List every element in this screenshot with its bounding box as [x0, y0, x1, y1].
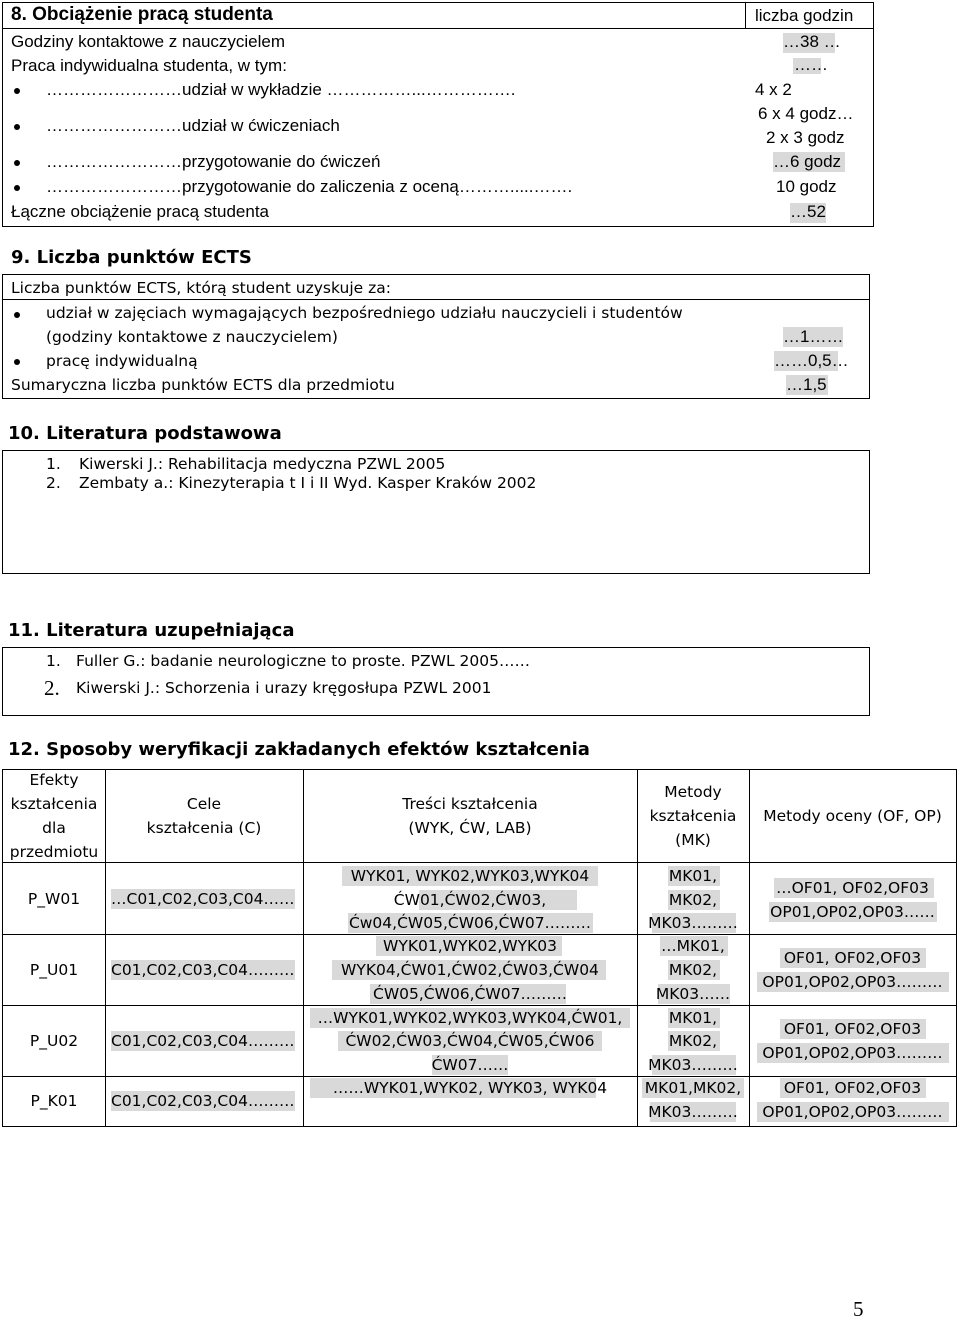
effect-code: P_U01 [29, 961, 79, 979]
exam-prep-value: 10 godz [776, 177, 837, 196]
ects-contact-label-1: udział w zajęciach wymagających bezpośredniego udziału nauczycieli i studentów [46, 304, 683, 322]
section-12-title: 12. Sposoby weryfikacji zakładanych efektów kształcenia [8, 739, 590, 760]
header-goals-line-2: kształcenia (C) [146, 819, 262, 837]
evaluation-line: …OF01, OF02,OF03 [776, 879, 929, 897]
method-line: MK03……… [648, 1056, 738, 1074]
total-workload-label: Łączne obciążenie pracą studenta [11, 202, 270, 221]
bullet-icon [14, 312, 20, 318]
evaluation-line: OP01,OP02,OP03…… [770, 903, 935, 921]
basic-lit-item: Kiwerski J.: Rehabilitacja medyczna PZWL 2005 [79, 455, 446, 473]
goals-codes: …C01,C02,C03,C04…… [111, 890, 295, 908]
lecture-participation-value: 4 x 2 [755, 80, 792, 99]
content-line: ĆW02,ĆW03,ĆW04,ĆW05,ĆW06 [345, 1032, 595, 1050]
ects-total-label: Sumaryczna liczba punktów ECTS dla przedmiotu [11, 376, 395, 394]
evaluation-line: OF01, OF02,OF03 [783, 949, 922, 967]
content-line: …WYK01,WYK02,WYK03,WYK04,ĆW01, [317, 1009, 623, 1027]
supp-lit-item: Kiwerski J.: Schorzenia i urazy kręgosłupa PZWL 2001 [76, 679, 492, 697]
evaluation-line: OP01,OP02,OP03……… [762, 1044, 943, 1062]
content-line: ĆW01,ĆW02,ĆW03, [393, 891, 547, 909]
content-line: WYK01,WYK02,WYK03 [383, 937, 557, 955]
basic-lit-number: 1. [46, 455, 61, 473]
contact-hours-label: Godziny kontaktowe z nauczycielem [11, 32, 286, 51]
content-line: WYK04,ĆW01,ĆW02,ĆW03,ĆW04 [341, 961, 599, 979]
section-8-title: 8. Obciążenie pracą studenta [11, 4, 273, 25]
content-line: ĆW07…… [431, 1056, 509, 1074]
header-effects-line-2: kształcenia [10, 795, 98, 813]
content-line: ĆW05,ĆW06,ĆW07……… [373, 985, 567, 1003]
header-effects-line-3: dla [42, 819, 66, 837]
content-line: Ćw04,ĆW05,ĆW06,ĆW07……… [348, 914, 592, 932]
header-effects-line-4: przedmiotu [9, 843, 99, 861]
individual-work-value: …… [794, 55, 828, 74]
individual-work-label: Praca indywidualna studenta, w tym: [11, 56, 287, 75]
basic-lit-number: 2. [46, 474, 61, 492]
method-line: …MK01, [661, 937, 725, 955]
effect-code: P_W01 [27, 890, 81, 908]
ects-contact-value: …1…… [783, 327, 844, 346]
exercise-prep-value: …6 godz [773, 152, 842, 171]
method-line: MK02, [668, 1032, 718, 1050]
supp-lit-number: 1. [46, 652, 61, 670]
method-line: MK03……… [648, 1103, 738, 1121]
header-methods-line-2: kształcenia [649, 807, 737, 825]
ects-intro: Liczba punktów ECTS, którą student uzyskuje za: [11, 279, 391, 297]
goals-codes: C01,C02,C03,C04……… [111, 1032, 295, 1050]
lecture-participation-label: ……………………udział w wykładzie ……………...……………. [46, 80, 516, 99]
exam-prep-label: ……………………przygotowanie do zaliczenia z oceną……….....……. [46, 177, 573, 196]
exercise-participation-label: ……………………udział w ćwiczeniach [46, 116, 340, 135]
header-evaluation: Metody oceny (OF, OP) [763, 807, 942, 825]
page-number: 5 [853, 1297, 864, 1321]
method-line: MK02, [668, 961, 718, 979]
exercise-participation-value-2: 2 x 3 godz [766, 128, 845, 147]
supp-lit-number: 2. [44, 676, 60, 700]
section-11-title: 11. Literatura uzupełniająca [8, 620, 295, 641]
content-line: WYK01, WYK02,WYK03,WYK04 [350, 867, 590, 885]
bullet-icon [14, 359, 20, 365]
bullet-icon [14, 185, 20, 191]
contact-hours-value: …38 … [783, 32, 841, 51]
effect-code: P_U02 [29, 1032, 79, 1050]
evaluation-line: OF01, OF02,OF03 [783, 1020, 922, 1038]
section-10-title: 10. Literatura podstawowa [8, 423, 282, 444]
method-line: MK01,MK02, [644, 1079, 742, 1097]
exercise-prep-label: ……………………przygotowanie do ćwiczeń [46, 152, 381, 171]
effect-code: P_K01 [30, 1092, 78, 1110]
bullet-icon [14, 160, 20, 166]
supp-lit-item: Fuller G.: badanie neurologiczne to proste. PZWL 2005…… [76, 652, 530, 670]
header-content-line-1: Treści kształcenia [402, 795, 538, 813]
evaluation-line: OF01, OF02,OF03 [783, 1079, 922, 1097]
basic-lit-item: Zembaty a.: Kinezyterapia t I i II Wyd. Kasper Kraków 2002 [79, 474, 537, 492]
content-line: ……WYK01,WYK02, WYK03, WYK04 [332, 1079, 608, 1097]
header-content-line-2: (WYK, ĆW, LAB) [408, 819, 532, 837]
goals-codes: C01,C02,C03,C04……… [111, 1092, 295, 1110]
bullet-icon [14, 124, 20, 130]
exercise-participation-value-1: 6 x 4 godz… [758, 104, 854, 123]
hours-header: liczba godzin [755, 6, 854, 25]
bullet-icon [14, 88, 20, 94]
header-effects-line-1: Efekty [29, 771, 79, 789]
ects-contact-label-2: (godziny kontaktowe z nauczycielem) [46, 328, 338, 346]
method-line: MK03……… [648, 914, 738, 932]
method-line: MK01, [668, 867, 718, 885]
ects-individual-label: pracę indywidualną [46, 352, 198, 370]
method-line: MK03…… [655, 985, 731, 1003]
evaluation-line: OP01,OP02,OP03……… [762, 1103, 943, 1121]
header-methods-line-3: (MK) [675, 831, 711, 849]
ects-total-value: …1,5 [786, 375, 827, 394]
header-goals-line-1: Cele [186, 795, 222, 813]
method-line: MK02, [668, 891, 718, 909]
goals-codes: C01,C02,C03,C04……… [111, 961, 295, 979]
evaluation-line: OP01,OP02,OP03……… [762, 973, 943, 991]
ects-individual-value: ……0,5… [774, 351, 849, 370]
method-line: MK01, [668, 1009, 718, 1027]
section-9-title: 9. Liczba punktów ECTS [11, 247, 252, 268]
header-methods-line-1: Metody [664, 783, 722, 801]
total-workload-value: …52 [790, 202, 826, 221]
